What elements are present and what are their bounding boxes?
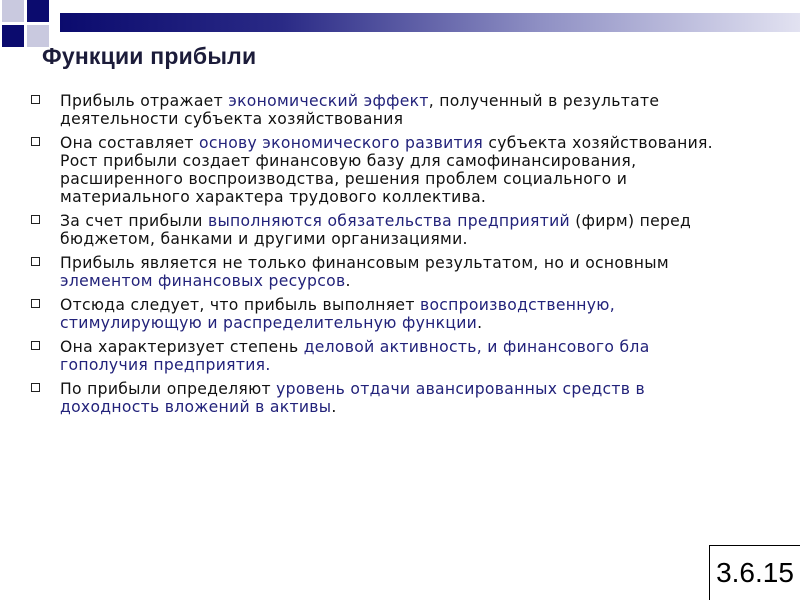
text-segment: . <box>477 314 483 332</box>
text-segment: Прибыль отражает <box>60 92 229 110</box>
square-bullet-icon <box>31 215 40 224</box>
list-item <box>30 380 730 416</box>
square-bullet-icon <box>31 299 40 308</box>
list-item <box>30 296 730 332</box>
highlighted-text: основу экономического развития <box>198 134 484 152</box>
bullet-list <box>30 92 730 422</box>
text-segment: , полученный в результате деятельности субъекта хозяйствования <box>60 92 660 128</box>
text-segment: Прибыль является не только финансовым результатом, но и основным <box>60 254 669 272</box>
square-bullet-icon <box>31 341 40 350</box>
highlighted-text: экономический эффект <box>228 92 429 110</box>
list-item <box>30 212 730 248</box>
text-segment: . <box>345 272 351 290</box>
square-bullet-icon <box>31 383 40 392</box>
list-item <box>30 134 730 206</box>
page-title: Функции прибыли <box>42 43 257 69</box>
list-item <box>30 254 730 290</box>
square-bullet-icon <box>31 257 40 266</box>
highlighted-text: деловой активность, и финансового бла гополучия предприятия. <box>60 338 650 374</box>
list-item <box>30 338 730 374</box>
list-item <box>30 92 730 128</box>
highlighted-text: элементом финансовых ресурсов <box>60 272 346 290</box>
page-number: 3.6.15 <box>709 545 800 600</box>
text-segment: . <box>331 398 337 416</box>
square-bullet-icon <box>31 95 40 104</box>
decor-square-icon <box>27 0 49 22</box>
text-segment: Отсюда следует, что прибыль выполняет <box>60 296 420 314</box>
decor-square-icon <box>2 25 24 47</box>
text-segment: Она составляет <box>60 134 199 152</box>
text-segment: субъекта хозяйствования. Рост прибыли создает финансовую базу для самофинансирования, расширенного воспроизводства, решения проблем социального и материального характера трудового коллектива. <box>60 134 713 206</box>
highlighted-text: выполняются обязательства предприятий <box>207 212 570 230</box>
text-segment: (фирм) перед бюджетом, банками и другими организациями. <box>60 212 692 248</box>
highlighted-text: уровень отдачи авансированных средств в доходность вложений в активы <box>60 380 646 416</box>
header-gradient-bar <box>60 13 800 32</box>
square-bullet-icon <box>31 137 40 146</box>
highlighted-text: воспроизводственную, стимулирующую и распределительную функции <box>60 296 615 332</box>
decor-square-icon <box>2 0 24 22</box>
text-segment: За счет прибыли <box>60 212 208 230</box>
text-segment: По прибыли определяют <box>60 380 277 398</box>
text-segment: Она характеризует степень <box>60 338 304 356</box>
